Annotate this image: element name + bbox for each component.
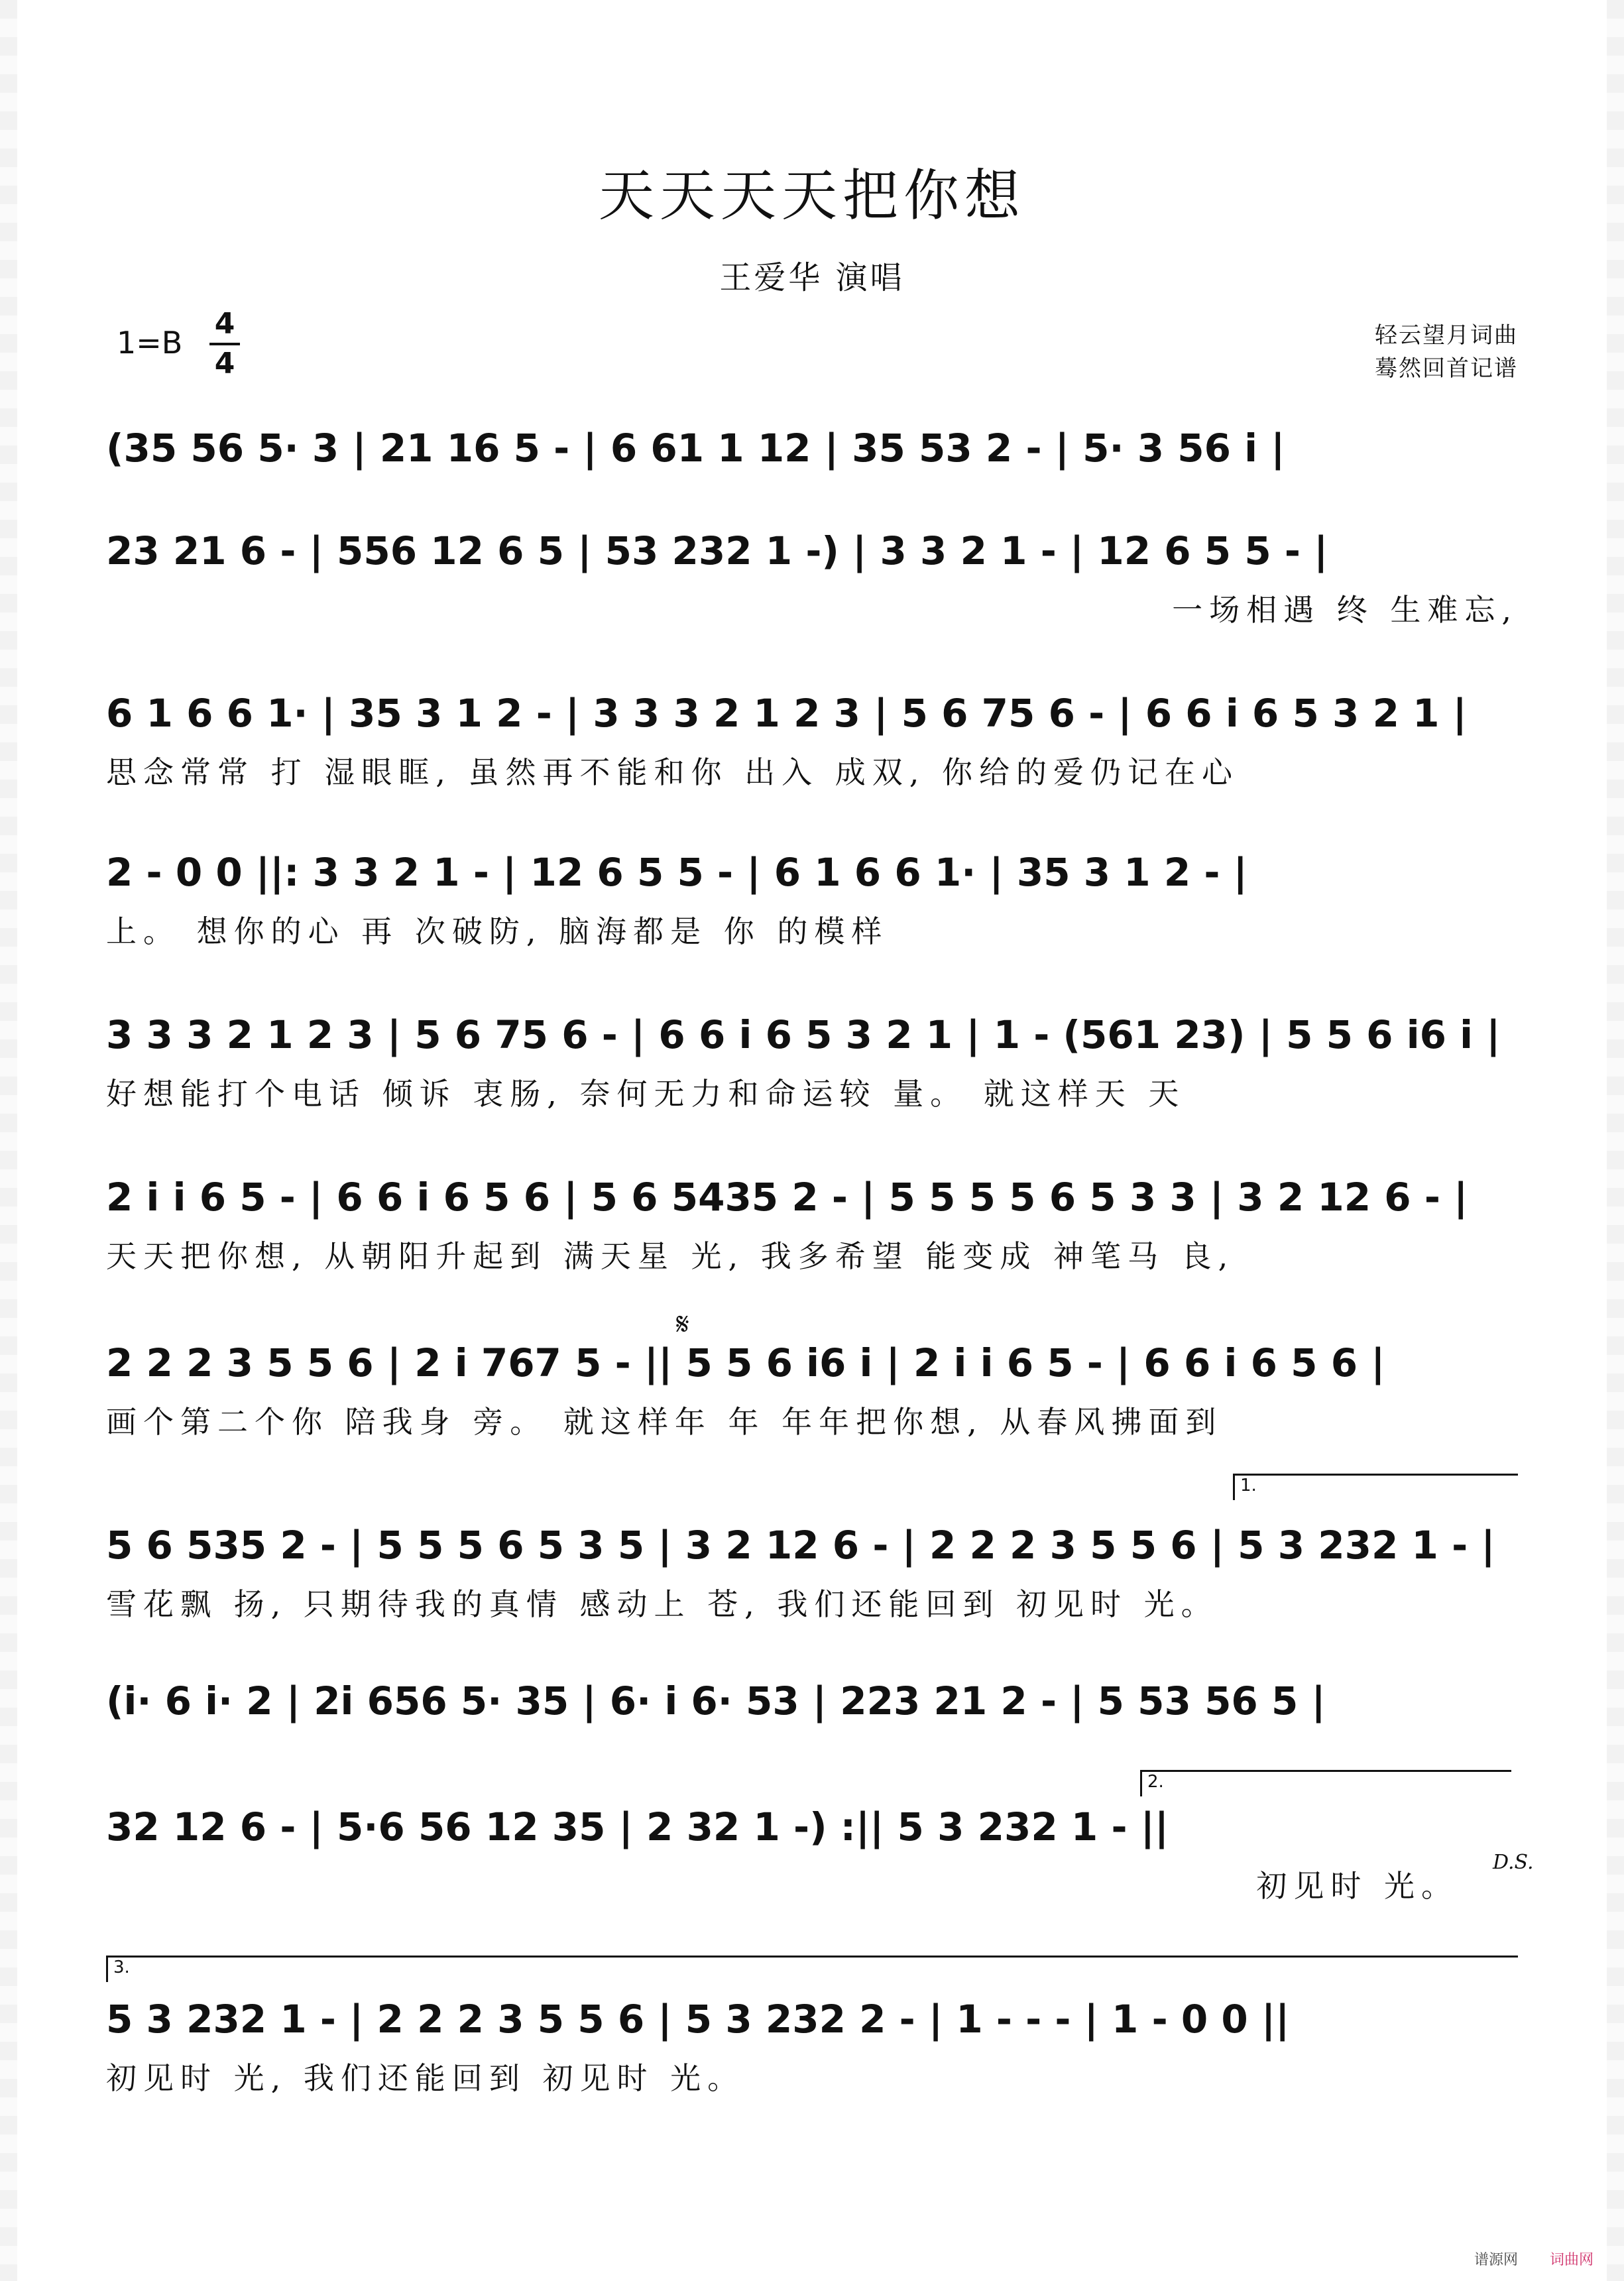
score-system-7 xyxy=(0,1332,1624,1465)
key-signature: 1=B xyxy=(117,325,183,361)
score-system-8 xyxy=(0,1476,1624,1647)
lyricist-composer-credit: 轻云望月词曲 xyxy=(1375,322,1518,349)
right-margin-strip xyxy=(1607,0,1624,2281)
singer-credit: 王爱华 演唱 xyxy=(719,259,905,296)
notation-line: 2 i i 6 5 - | 6 6 i 6 5 6 | 5 6 5435 2 - | 5 5 5 5 6 5 3 3 | 3 2 12 6 - | xyxy=(106,1175,1468,1220)
score-system-10 xyxy=(0,1772,1624,1929)
notation-line: 23 21 6 - | 556 12 6 5 | 53 232 1 -) | 3 3 2 1 - | 12 6 5 5 - | xyxy=(106,528,1328,573)
notation-line: 5 6 535 2 - | 5 5 5 6 5 3 5 | 3 2 12 6 - | 2 2 2 3 5 5 6 | 5 3 232 1 - | xyxy=(106,1523,1495,1568)
score-system-3 xyxy=(0,683,1624,815)
notation-line: 2 - 0 0 ||: 3 3 2 1 - | 12 6 5 5 - | 6 1 6 6 1· | 35 3 1 2 - | xyxy=(106,850,1247,895)
left-margin-strip xyxy=(0,0,17,2281)
watermark-left: 谱源网 xyxy=(1474,2252,1518,2268)
score-system-5 xyxy=(0,1004,1624,1137)
lyric-line: 一场相遇 终 生难忘, xyxy=(1172,592,1518,628)
lyric-line: 上。 想你的心 再 次破防, 脑海都是 你 的模样 xyxy=(106,913,889,949)
score-system-4 xyxy=(0,842,1624,974)
time-signature-top: 4 xyxy=(214,307,235,341)
notation-line: 5 3 232 1 - | 2 2 2 3 5 5 6 | 5 3 232 2 - | 1 - - - | 1 - 0 0 || xyxy=(106,1997,1290,2042)
lyric-line: 思念常常 打 湿眼眶, 虽然再不能和你 出入 成双, 你给的爱仍记在心 xyxy=(106,754,1239,790)
lyric-line: 画个第二个你 陪我身 旁。 就这样年 年 年年把你想, 从春风拂面到 xyxy=(106,1404,1223,1440)
third-ending-bracket: 3. xyxy=(106,1956,1518,1982)
transcriber-credit: 蓦然回首记谱 xyxy=(1375,355,1518,382)
lyric-line: 好想能打个电话 倾诉 衷肠, 奈何无力和命运较 量。 就这样天 天 xyxy=(106,1076,1186,1112)
first-ending-bracket: 1. xyxy=(1233,1474,1518,1500)
song-title: 天天天天把你想 xyxy=(598,163,1025,228)
lyric-line: 天天把你想, 从朝阳升起到 满天星 光, 我多希望 能变成 神笔马 良, xyxy=(106,1238,1235,1274)
segno-sign: 𝄋 xyxy=(676,1306,689,1342)
watermark-right: 词曲网 xyxy=(1549,2252,1594,2268)
time-signature-bottom: 4 xyxy=(214,347,235,380)
notation-line: 3 3 3 2 1 2 3 | 5 6 75 6 - | 6 6 i 6 5 3 2 1 | 1 - (561 23) | 5 5 6 i6 i | xyxy=(106,1012,1501,1057)
time-signature-bar xyxy=(209,343,240,345)
lyric-line: 初见时 光。 xyxy=(1256,1868,1458,1904)
lyric-line: 雪花飘 扬, 只期待我的真情 感动上 苍, 我们还能回到 初见时 光。 xyxy=(106,1586,1218,1622)
dal-segno-mark: D.S. xyxy=(1493,1851,1534,1874)
score-system-11 xyxy=(0,1958,1624,2121)
score-system-6 xyxy=(0,1167,1624,1299)
time-signature xyxy=(209,306,240,382)
second-ending-bracket: 2. xyxy=(1140,1770,1511,1796)
score-system-2 xyxy=(0,520,1624,653)
notation-line: 6 1 6 6 1· | 35 3 1 2 - | 3 3 3 2 1 2 3 | 5 6 75 6 - | 6 6 i 6 5 3 2 1 | xyxy=(106,691,1467,736)
lyric-line: 初见时 光, 我们还能回到 初见时 光。 xyxy=(106,2060,745,2096)
notation-line: (i· 6 i· 2 | 2i 656 5· 35 | 6· i 6· 53 | 223 21 2 - | 5 53 56 5 | xyxy=(106,1678,1326,1724)
notation-line: 32 12 6 - | 5·6 56 12 35 | 2 32 1 -) :|| 5 3 232 1 - || xyxy=(106,1804,1169,1849)
notation-line: 2 2 2 3 5 5 6 | 2 i 767 5 - || 5 5 6 i6 i | 2 i i 6 5 - | 6 6 i 6 5 6 | xyxy=(106,1340,1385,1385)
notation-line: (35 56 5· 3 | 21 16 5 - | 6 61 1 12 | 35 53 2 - | 5· 3 56 i | xyxy=(106,426,1285,471)
